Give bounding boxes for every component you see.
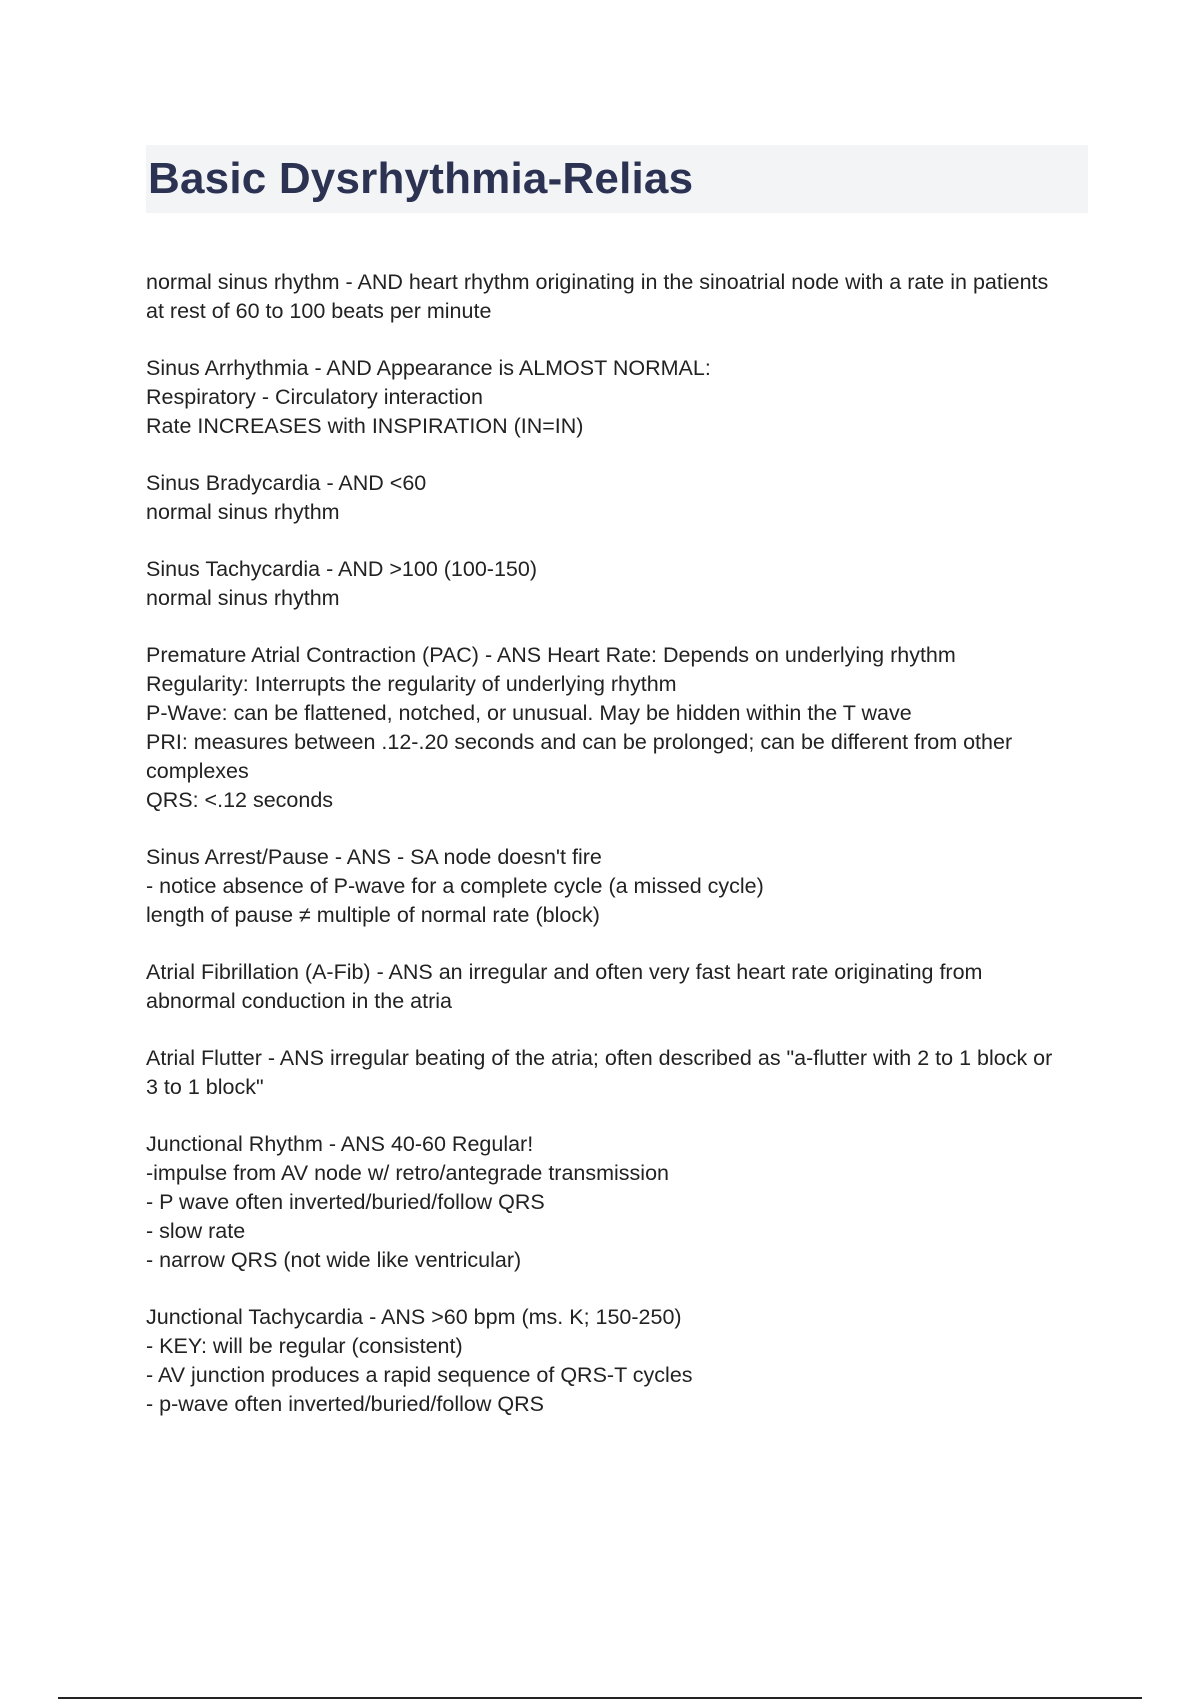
entry-detail-line: Regularity: Interrupts the regularity of underlying rhythm xyxy=(146,672,677,696)
entry-detail-line: - notice absence of P-wave for a complete cycle (a missed cycle) xyxy=(146,874,764,898)
entry-term-line: Atrial Flutter - ANS irregular beating of the atria; often described as "a-flutter with 2 to 1 block or xyxy=(146,1046,1053,1070)
flashcard-entry xyxy=(146,469,1091,527)
flashcard-entry xyxy=(146,555,1091,613)
flashcard-entry xyxy=(146,843,1091,930)
entry-detail-line: PRI: measures between .12-.20 seconds and can be prolonged; can be different from other xyxy=(146,730,1013,754)
entry-detail-line: - AV junction produces a rapid sequence of QRS-T cycles xyxy=(146,1363,693,1387)
entry-term-line: normal sinus rhythm - AND heart rhythm originating in the sinoatrial node with a rate in patients xyxy=(146,270,1049,294)
entry-detail-line: 3 to 1 block" xyxy=(146,1075,264,1099)
entry-detail-line: normal sinus rhythm xyxy=(146,586,340,610)
entry-detail-line: - P wave often inverted/buried/follow QRS xyxy=(146,1190,545,1214)
flashcard-entry xyxy=(146,1044,1091,1102)
entry-term-line: Sinus Tachycardia - AND >100 (100-150) xyxy=(146,557,537,581)
entry-detail-line: Respiratory - Circulatory interaction xyxy=(146,385,483,409)
entry-detail-line: QRS: <.12 seconds xyxy=(146,788,334,812)
entry-detail-line: length of pause ≠ multiple of normal rate (block) xyxy=(146,903,600,927)
title-banner xyxy=(146,145,1088,213)
flashcard-entry xyxy=(146,354,1091,441)
entry-detail-line: complexes xyxy=(146,759,249,783)
page-title: Basic Dysrhythmia-Relias xyxy=(148,154,694,203)
entry-detail-line: - p-wave often inverted/buried/follow QRS xyxy=(146,1392,544,1416)
entry-term-line: Junctional Rhythm - ANS 40-60 Regular! xyxy=(146,1132,534,1156)
entry-term-line: Sinus Arrhythmia - AND Appearance is ALMOST NORMAL: xyxy=(146,356,711,380)
flashcard-entry xyxy=(146,641,1091,815)
entry-detail-line: normal sinus rhythm xyxy=(146,500,340,524)
document-body xyxy=(146,268,1091,1447)
flashcard-entry xyxy=(146,958,1091,1016)
entry-detail-line: abnormal conduction in the atria xyxy=(146,989,452,1013)
entry-detail-line: Rate INCREASES with INSPIRATION (IN=IN) xyxy=(146,414,584,438)
entry-detail-line: -impulse from AV node w/ retro/antegrade transmission xyxy=(146,1161,670,1185)
entry-detail-line: - narrow QRS (not wide like ventricular) xyxy=(146,1248,522,1272)
entry-detail-line: - slow rate xyxy=(146,1219,246,1243)
entry-term-line: Junctional Tachycardia - ANS >60 bpm (ms. K; 150-250) xyxy=(146,1305,682,1329)
footer-divider xyxy=(58,1697,1142,1699)
entry-detail-line: P-Wave: can be flattened, notched, or unusual. May be hidden within the T wave xyxy=(146,701,912,725)
entry-term-line: Atrial Fibrillation (A-Fib) - ANS an irregular and often very fast heart rate originating from xyxy=(146,960,983,984)
flashcard-entry xyxy=(146,1130,1091,1275)
entry-detail-line: at rest of 60 to 100 beats per minute xyxy=(146,299,492,323)
entry-term-line: Sinus Bradycardia - AND <60 xyxy=(146,471,427,495)
entry-detail-line: - KEY: will be regular (consistent) xyxy=(146,1334,463,1358)
flashcard-entry xyxy=(146,268,1091,326)
flashcard-entry xyxy=(146,1303,1091,1419)
entry-term-line: Sinus Arrest/Pause - ANS - SA node doesn't fire xyxy=(146,845,602,869)
entry-term-line: Premature Atrial Contraction (PAC) - ANS Heart Rate: Depends on underlying rhythm xyxy=(146,643,956,667)
